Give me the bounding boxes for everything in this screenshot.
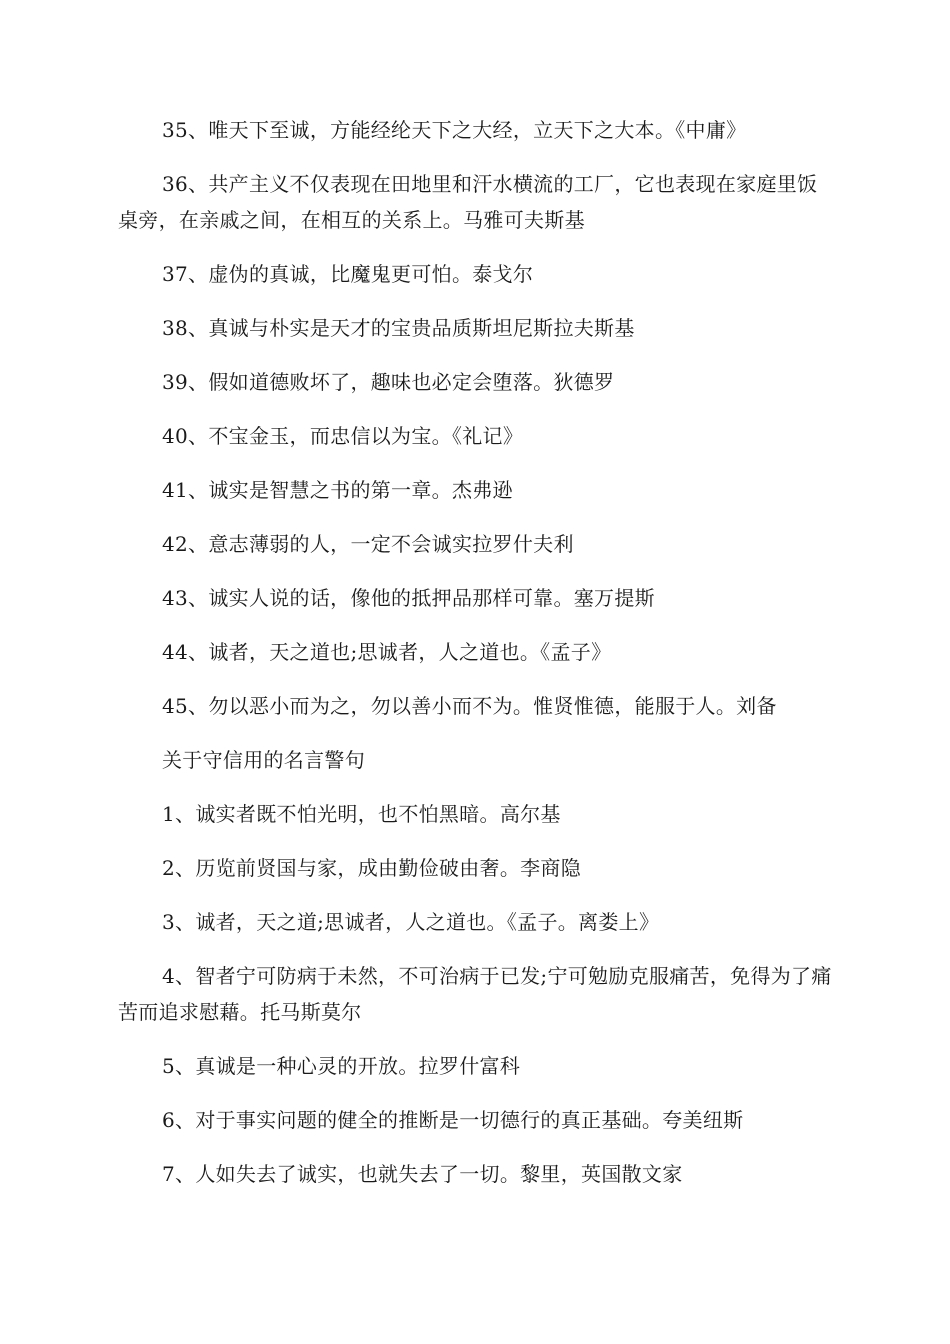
paragraph-44: 44、诚者，天之道也;思诚者，人之道也。《孟子》 [162, 640, 612, 664]
paragraph-1: 1、诚实者既不怕光明，也不怕黑暗。高尔基 [162, 802, 561, 826]
paragraph-5: 5、真诚是一种心灵的开放。拉罗什富科 [162, 1054, 521, 1078]
paragraph-7: 7、人如失去了诚实，也就失去了一切。黎里，英国散文家 [162, 1162, 683, 1186]
paragraph-3: 3、诚者，天之道;思诚者，人之道也。《孟子。离娄上》 [162, 910, 660, 934]
paragraph-43: 43、诚实人说的话，像他的抵押品那样可靠。塞万提斯 [162, 586, 655, 610]
paragraph-37: 37、虚伪的真诚，比魔鬼更可怕。泰戈尔 [162, 262, 534, 286]
paragraph-6: 6、对于事实问题的健全的推断是一切德行的真正基础。夸美纽斯 [162, 1108, 744, 1132]
paragraph-36: 36、共产主义不仅表现在田地里和汗水横流的工厂，它也表现在家庭里饭桌旁，在亲戚之间，在相互的关系上。马雅可夫斯基 [118, 172, 818, 232]
paragraph-38: 38、真诚与朴实是天才的宝贵品质斯坦尼斯拉夫斯基 [162, 316, 635, 340]
document-body [118, 112, 834, 1210]
paragraph-45: 45、勿以恶小而为之，勿以善小而不为。惟贤惟德，能服于人。刘备 [162, 694, 777, 718]
section-heading: 关于守信用的名言警句 [162, 748, 365, 772]
paragraph-2: 2、历览前贤国与家，成由勤俭破由奢。李商隐 [162, 856, 582, 880]
paragraph-40: 40、不宝金玉，而忠信以为宝。《礼记》 [162, 424, 524, 448]
paragraph-42: 42、意志薄弱的人，一定不会诚实拉罗什夫利 [162, 532, 574, 556]
paragraph-41: 41、诚实是智慧之书的第一章。杰弗逊 [162, 478, 513, 502]
paragraph-39: 39、假如道德败坏了，趣味也必定会堕落。狄德罗 [162, 370, 615, 394]
paragraph-35: 35、唯天下至诚，方能经纶天下之大经，立天下之大本。《中庸》 [162, 118, 747, 142]
paragraph-4: 4、智者宁可防病于未然，不可治病于已发;宁可勉励克服痛苦，免得为了痛苦而追求慰藉。托马斯莫尔 [118, 964, 832, 1024]
